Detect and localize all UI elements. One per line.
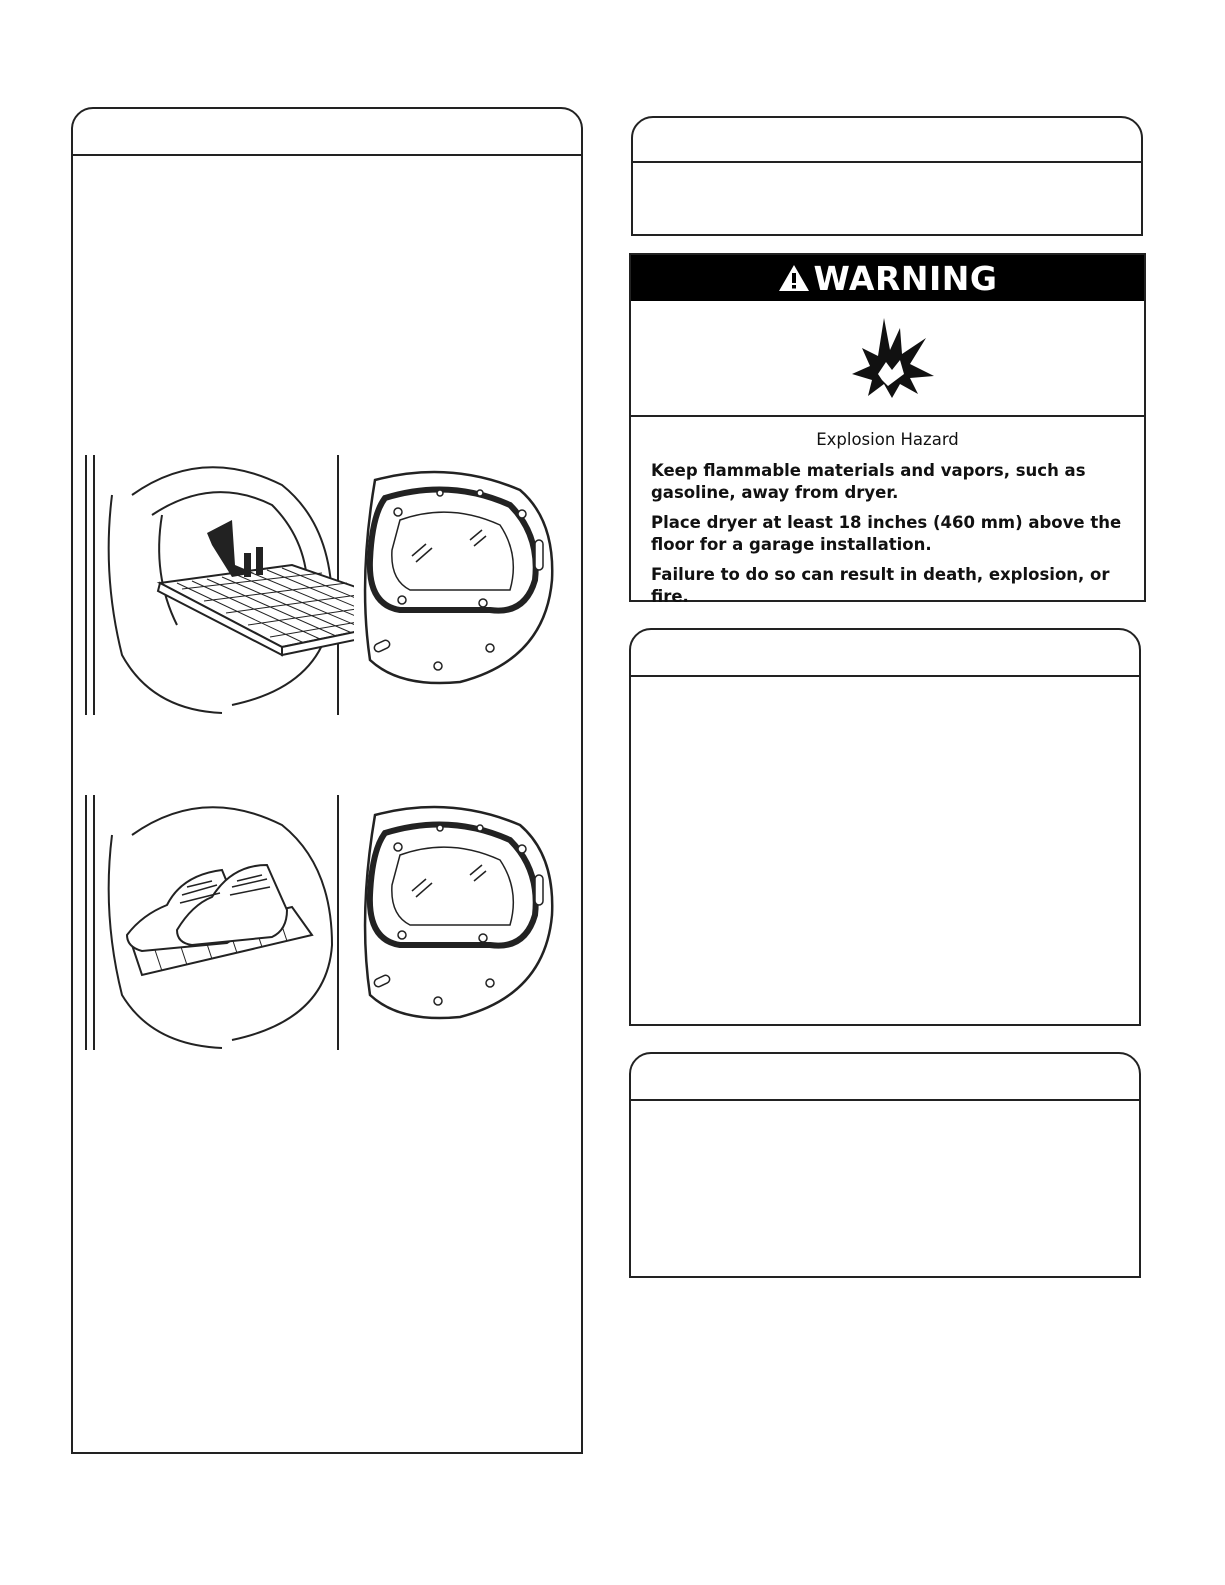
- hazard-name: Explosion Hazard: [816, 430, 959, 449]
- left-instruction-panel: [71, 107, 583, 1454]
- explosion-icon: [848, 316, 938, 400]
- warning-line: Failure to do so can result in death, explosion, or fire.: [651, 565, 1110, 606]
- right-bottom-panel-header: [631, 1054, 1139, 1101]
- right-bottom-panel: [629, 1052, 1141, 1278]
- drying-rack-insertion-illustration: [82, 455, 354, 715]
- right-top-panel: [631, 116, 1143, 236]
- alert-triangle-icon: [778, 263, 810, 293]
- dryer-door-illustration: [340, 805, 562, 1023]
- warning-line: Keep flammable materials and vapors, such as gasoline, away from dryer.: [651, 461, 1086, 502]
- right-top-panel-header: [633, 118, 1141, 163]
- dryer-door-illustration: [340, 470, 562, 688]
- warning-header: [631, 255, 1144, 301]
- shoes-on-rack-illustration: [82, 795, 354, 1050]
- warning-line: Place dryer at least 18 inches (460 mm) above the floor for a garage installation.: [651, 513, 1122, 554]
- right-middle-panel: [629, 628, 1141, 1026]
- warning-symbol-area: [631, 301, 1144, 417]
- warning-title: WARNING: [813, 258, 998, 298]
- warning-body: [631, 429, 1144, 616]
- warning-box: [629, 253, 1146, 606]
- left-panel-header: [73, 109, 581, 156]
- right-middle-panel-header: [631, 630, 1139, 677]
